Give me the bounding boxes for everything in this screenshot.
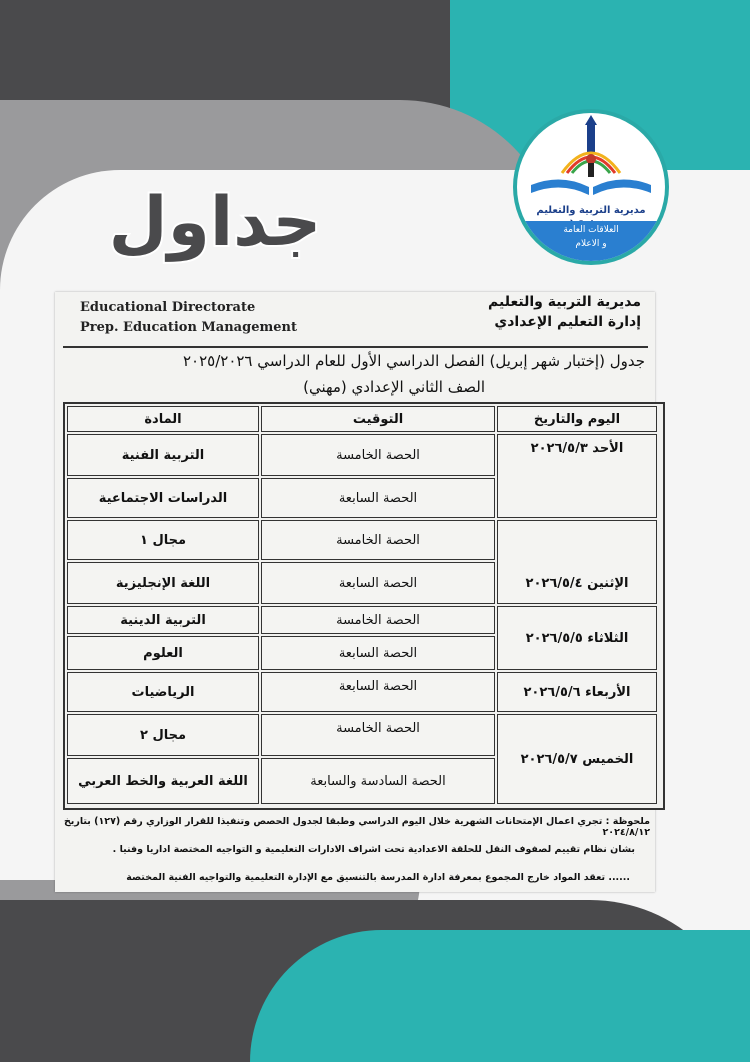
schedule-title: جدول (إختبار شهر إبريل) الفصل الدراسي الأول للعام الدراسي ٢٠٢٥/٢٠٢٦ [182, 352, 645, 370]
day-cell: الأربعاء ٢٠٢٦/٥/٦ [497, 672, 657, 712]
header-english-line2: Prep. Education Management [80, 320, 297, 335]
subject-cell: اللغة الإنجليزية [67, 562, 259, 604]
subject-cell: اللغة العربية والخط العربي [67, 758, 259, 804]
subject-cell: مجال ١ [67, 520, 259, 560]
subject-cell: التربية الدينية [67, 606, 259, 634]
subject-cell: الرياضيات [67, 672, 259, 712]
footnote-line2: بشان نظام تقييم لصفوف النقل للحلقة الاعدادية تحت اشراف الادارات التعليمية و التواجيه المختصة اداريا وفنيا . [112, 844, 635, 855]
day-cell: الثلاثاء ٢٠٢٦/٥/٥ [497, 606, 657, 670]
subject-cell: مجال ٢ [67, 714, 259, 756]
subject-cell: التربية الفنية [67, 434, 259, 476]
exam-schedule-table [63, 402, 665, 810]
background-teal-bottom [250, 930, 750, 1062]
time-cell: الحصة السابعة [261, 672, 495, 712]
time-cell: الحصة الخامسة [261, 520, 495, 560]
logo-department-line1: العلاقات العامة [563, 225, 619, 235]
time-cell: الحصة الخامسة [261, 714, 495, 756]
logo-emblem-icon [517, 113, 665, 203]
time-cell: الحصة السابعة [261, 562, 495, 604]
logo-directorate-name: مديرية التربية والتعليم [536, 205, 646, 216]
header-day: اليوم والتاريخ [497, 406, 657, 432]
header-arabic-line1: مديرية التربية والتعليم [488, 294, 641, 310]
subject-cell: العلوم [67, 636, 259, 670]
header-divider [63, 346, 648, 348]
schedule-subtitle: الصف الثاني الإعدادي (مهني) [303, 378, 485, 396]
banner-title: جداول [108, 183, 322, 262]
subject-cell: الدراسات الاجتماعية [67, 478, 259, 518]
header-arabic-line2: إدارة التعليم الإعدادي [494, 314, 641, 330]
header-time: التوقيت [261, 406, 495, 432]
directorate-logo [517, 113, 665, 261]
day-cell: الأحد ٢٠٢٦/٥/٣ [497, 434, 657, 518]
time-cell: الحصة الخامسة [261, 606, 495, 634]
logo-department-line2: و الاعلام [575, 239, 607, 249]
footnote-line1: ملحوظة : تجري اعمال الإمتحانات الشهرية خلال اليوم الدراسي وطبقا لجدول الحصص وتنفيذا للقرار الوزاري رقم (١٢٧) بتاريخ ٢٠٢٤/٨/١٢ [63, 816, 650, 838]
day-cell: الإثنين ٢٠٢٦/٥/٤ [497, 520, 657, 604]
footnote-line3: ...... تعقد المواد خارج المجموع بمعرفة ادارة المدرسة بالتنسيق مع الإدارة التعليمية والتواجيه الفنية المختصة [126, 872, 630, 883]
time-cell: الحصة الخامسة [261, 434, 495, 476]
header-subject: المادة [67, 406, 259, 432]
time-cell: الحصة السابعة [261, 478, 495, 518]
time-cell: الحصة السادسة والسابعة [261, 758, 495, 804]
schedule-document [55, 292, 655, 892]
day-cell: الخميس ٢٠٢٦/٥/٧ [497, 714, 657, 804]
time-cell: الحصة السابعة [261, 636, 495, 670]
header-english-line1: Educational Directorate [80, 300, 256, 315]
